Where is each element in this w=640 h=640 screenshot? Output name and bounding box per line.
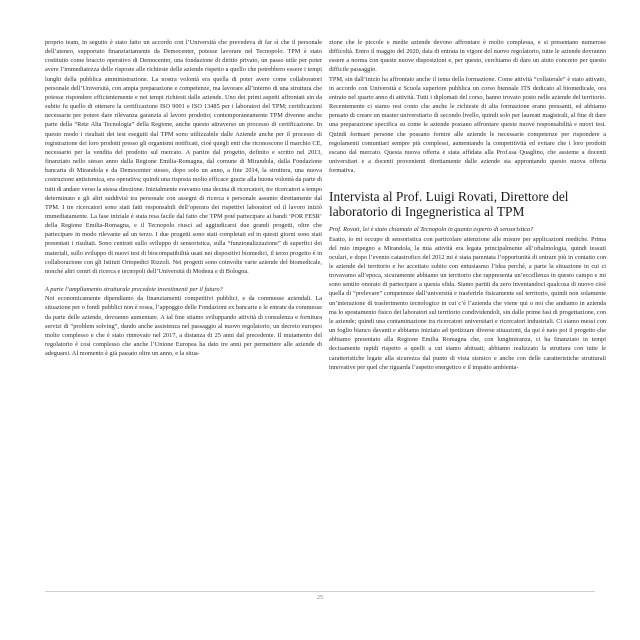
body-paragraph: Esatto, io mi occupo di sensoristica con particolare attenzione alle misure per applicazioni mediche. Prima del mio impegno a Mirandola, la mia attività era legata principalmente all’oftalmologia, quindi tessuti oculari, e dopo l’evento catastrofico del 2012 mi è stata parentata l’opportunità di entrare più in contatto con le aziende del territorio e ho accettato subito con entusiasmo l’idea perché, a parte la situazione in cui ci trovavamo all’epoca, sicuramente abbiamo un territorio che rappresenta un’eccellenza in questo campo e mi sono sentito onorato di partecipare a questa sfida. Siamo partiti da zero inventandoci qualcosa di nuovo cioè quella di “prelevare” competenze dall’università e trasferirle fisicamente sul territorio, quindi non solamente un’interazione di trasferimento tecnologico in cui c’è l’azienda che viene qui o noi che andiamo in azienda ma lo spostamento fisico dei laboratori sul territorio condividendoli, sin dalle prime fasi di progettazione, con le aziende; quindi una contaminazione tra ricercatori universitari e ricercatori industriali. Ci siamo messi con un foglio bianco davanti e abbiamo iniziato ad ipotizzare diverse situazioni, da qui è nato poi il progetto che abbiamo presentato alla Regione Emilia Romagna che, con lungimiranza, ci ha finanziato in tempi decisamente rapidi rispetto a quelli a cui siamo abituati; abbiamo realizzato la struttura con tutte le caratteristiche legate alla sicurezza dal punto di vista sismico e anche con delle caratteristiche strutturali innovative per quel che riguarda l’aspetto energetico e il impatto ambienta- xyxy=(329,235,606,371)
right-column xyxy=(329,38,606,372)
body-paragraph: Noi economicamente dipendiamo da finanziamenti competitivi pubblici, e da commesse aziendali. La situazione per o fondi pubblici non è rosea, l’appoggio delle Fondazioni ex bancarie e le entrate da commesse da parte delle aziende, dovranno aumentare. A tal fine stiamo sviluppando attività di consulenza e fornitura servizi di “problem solving”, dando anche assistenza nel passaggio al nuovo regolatorio, un decreto europeo molto complesso e che è stato rinnovato nel 2017, a distanza di 25 anni dal precedente. Il mutamento del regolatorio è così complesso che anche l’Unione Europea ha dato tre anni per permettere alle aziende di adeguarsi. Al momento è già passato oltre un anno, e la situa- xyxy=(45,295,322,358)
body-paragraph: zione che le piccole e medie aziende devono affrontare è molto complessa, e si presentano numerose difficoltà. Entro il maggio del 2020, data di entrata in vigore del nuovo regolatorio, tutte le aziende dovranno essere a norma con queste nuove disposizioni e, per questo, cerchiamo di dare un aiuto concreto per questo difficile passaggio. xyxy=(329,39,606,74)
body-paragraph: TPM, sin dall’inizio ha affrontato anche il tema della formazione. Come attività “collaterale” è stato attivato, in accordo con Università e Scuola superiore pubblica un corso biennale ITS dedicato al biomedicale, ora entrato nel quarto anno di attività. Tutti i diplomati del corso, hanno trovato posto nelle aziende del territorio. Recentemente ci siamo resi conto che anche le richieste di alta formazione erano pressanti, ed abbiamo pensato di creare un master universitario di secondo livello, quindi solo per laureati magistrali, al fine di dare una preparazione specifica su come le aziende possano affrontare queste nuove responsabilità e nuovi test. Quindi formare persone che possano fornire alle aziende le necessarie competenze per rispondere a regolamenti comunitari sempre più complessi, aumentando la competitività ed evitare che i loro prodotti escano dal mercato. Questa nuova offerta è stata affidata alla Prof.ssa Quaglino, che assieme a docenti universitari e a docenti provenienti direttamente dalle aziende sta approntando questo nuova offerta formativa. xyxy=(329,75,606,175)
page-number: 25 xyxy=(317,595,323,601)
interview-question: Prof. Rovati, lei è stato chiamato al Tecnopolo in quanto esperto di sensoristica? xyxy=(329,226,534,234)
interview-title: Intervista al Prof. Luigi Rovati, Direttore del laboratorio di Ingegneristica al TPM xyxy=(329,189,569,220)
left-column xyxy=(45,38,322,358)
body-paragraph: proprio team, in seguito è stato fatto un accordo con l’Università che prevedeva di far sì che il personale dell’ateneo, supportato finanziariamente da Democenter, potesse lavorare nel Tecnopolo. TPM è stato costituito come braccio operativo di Democenter, una fondazione di diritto privato, un passo utile per poter avere l’immediatezza delle risposte alle richieste delle aziende rispetto a quello che potrebbero essere i tempi lunghi della pubblica amministrazione. La nostra volontà era quella di poter avere come collaboratori personale dell’Università, con ampia preparazione e competenze, ma lavorare all’interno di una struttura che potesse rispondere efficientemente e nei tempi richiesti dalle aziende. Uno dei primi aspetti affrontati sin da subito fu quello di ottenere la certificazione ISO 9001 e ISO 13485 per i laboratori del TPM; certificazioni necessarie per potere dare rilevanza garanzia al lavoro prodotto; contemporaneamente TPM divenne anche parte della “Rete Alta Tecnologia” della Regione, anche questo attraverso un processo di certificazione. In questo modo i risultati dei test eseguiti dal TPM sono utilizzabile dalle Aziende anche per il processo di registrazione dei loro prodotti presso gli organismi notificati, cioè quegli enti che riconoscono il marchio CE, necessario per la vendita del prodotto sul mercato. A partire dal progetto, definito e scritto nel 2013, finanziato nello stesso anno dalla Regione Emilia-Romagna, dal comune di Mirandola, dalla Fondazione bancaria di Mirandola e da Democenter stesso, dopo solo un anno, a fine 2014, la struttura, una nuova costruzione antisismica, era operativa; quindi una risposta molto efficace grazie alla buona volontà da parte di tutti di andare verso la stessa direzione. Inizialmente eravamo una decina di ricercatori, tre ricercatori a tempo determinato e gli altri suddivisi tra personale con assegni di ricerca e personale assunto direttamente dal TPM. I tre ricercatori sono stati fatti responsabili dell’operato dei rispettivi laboratori ed il lavoro iniziò immediatamente. La fase iniziale è stata resa facile dal fatto che TPM poté partecipare ai bandi ‘POR FESR’ della Regione Emilia-Romagna, e il Tecnopolo riuscì ad aggiudicarsi due grandi progetti, oltre che partecipare in modo rilevante ad un terzo. I due progetti sono stati completati ed in questi giorni sono stati presentati i risultati. Sono centrati sullo sviluppo di sensoristica, sulla “funzionalizzazione” di superfici dei materiali, sullo sviluppo di nuovi test di biocompatibilità usati nei dispositivi biomedici, il terzo progetto è in collaborazione con gli Istituti Ortopedici Rizzoli. Nei progetti sono coinvolte varie aziende del biomedicale, nonché altri centri di ricerca e tecnopoli dell’Università di Modena e di Bologna. xyxy=(45,39,322,275)
interview-question: A parte l’ampliamento strutturale precedete investimenti per il futuro? xyxy=(45,286,223,294)
footer-divider xyxy=(45,591,595,592)
